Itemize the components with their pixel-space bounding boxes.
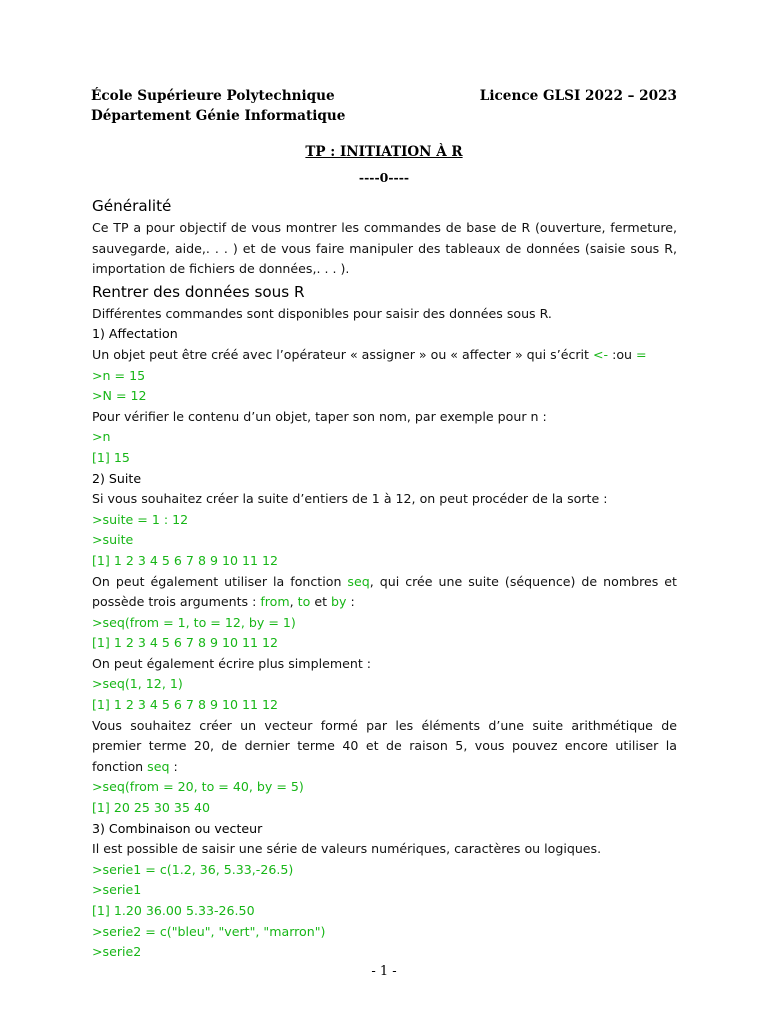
page-number: - 1 - xyxy=(371,964,397,979)
affectation-text xyxy=(92,345,677,366)
section-heading-generalite: Généralité xyxy=(92,197,172,215)
seq-simple-text: On peut également écrire plus simplement : xyxy=(92,655,371,671)
code-line: >serie2 xyxy=(92,944,142,960)
affectation-verify-text: Pour vérifier le contenu d’un objet, taper son nom, par exemple pour n : xyxy=(92,408,547,424)
arg-and: et xyxy=(310,594,332,610)
code-line: >seq(1, 12, 1) xyxy=(92,676,183,692)
arg-to: to xyxy=(297,594,311,610)
document-body xyxy=(92,194,677,963)
vector-explanation xyxy=(92,716,677,778)
code-line: >serie1 = c(1.2, 36, 5.33,-26.5) xyxy=(92,861,294,877)
document-title: TP : INITIATION À R xyxy=(305,144,463,160)
department-name: Département Génie Informatique xyxy=(91,108,346,124)
seq-text-2: , qui crée une suite (séquence) de nombres et possède trois arguments : xyxy=(92,573,677,610)
code-output: [1] 15 xyxy=(92,449,130,465)
suite-intro: Si vous souhaitez créer la suite d’entiers de 1 à 12, on peut procéder de la sorte : xyxy=(92,491,608,507)
arg-from: from xyxy=(260,594,290,610)
vector-colon: : xyxy=(169,758,178,774)
subheading-affectation: 1) Affectation xyxy=(92,326,178,342)
code-line: >suite = 1 : 12 xyxy=(92,511,189,527)
arg-separator: , xyxy=(289,594,298,610)
seq-text-1: On peut également utiliser la fonction xyxy=(92,573,348,589)
arg-by: by xyxy=(331,594,347,610)
code-output: [1] 1 2 3 4 5 6 7 8 9 10 11 12 xyxy=(92,697,279,713)
combinaison-intro: Il est possible de saisir une série de valeurs numériques, caractères ou logiques. xyxy=(92,841,602,857)
section-heading-rentrer: Rentrer des données sous R xyxy=(92,282,305,301)
code-line: >N = 12 xyxy=(92,388,147,404)
code-line: >seq(from = 20, to = 40, by = 5) xyxy=(92,779,304,795)
code-output: [1] 20 25 30 35 40 xyxy=(92,800,210,816)
assign-operator-arrow: <- xyxy=(593,346,609,362)
code-output: [1] 1 2 3 4 5 6 7 8 9 10 11 12 xyxy=(92,635,279,651)
code-output: [1] 1 2 3 4 5 6 7 8 9 10 11 12 xyxy=(92,552,279,568)
assign-operator-equals: = xyxy=(636,346,647,362)
code-output: [1] 1.20 36.00 5.33-26.50 xyxy=(92,903,255,918)
rentrer-intro: Différentes commandes sont disponibles pour saisir des données sous R. xyxy=(92,305,552,321)
code-line: >suite xyxy=(92,532,134,548)
license-label: Licence GLSI 2022 – 2023 xyxy=(479,88,677,104)
code-line: >serie1 xyxy=(92,882,142,898)
institution-header xyxy=(91,86,345,126)
seq-function-name: seq xyxy=(347,573,370,589)
school-name: École Supérieure Polytechnique xyxy=(91,88,335,104)
subheading-suite: 2) Suite xyxy=(92,470,142,486)
affectation-text-before: Un objet peut être créé avec l’opérateur « assigner » ou « affecter » qui s’écrit xyxy=(92,346,593,362)
generalite-paragraph: Ce TP a pour objectif de vous montrer les commandes de base de R (ouverture, fermeture, sauvegarde, aide,. . . ) et de vous faire manipuler des tableaux de données (saisie sous R, importation de fichiers de données,. . . ). xyxy=(92,220,677,277)
code-line: >seq(from = 1, to = 12, by = 1) xyxy=(92,614,296,630)
subheading-combinaison: 3) Combinaison ou vecteur xyxy=(92,820,263,836)
affectation-text-mid: :ou xyxy=(608,346,637,362)
code-line: >n = 15 xyxy=(92,367,146,383)
seq-explanation xyxy=(92,572,677,613)
code-line: >serie2 = c("bleu", "vert", "marron") xyxy=(92,923,326,939)
vector-function-name: seq xyxy=(147,758,170,774)
code-line: >n xyxy=(92,429,111,445)
arg-colon: : xyxy=(346,594,355,610)
vector-text: Vous souhaitez créer un vecteur formé par les éléments d’une suite arithmétique de premier terme 20, de dernier terme 40 et de raison 5, vous pouvez encore utiliser la fonction xyxy=(92,717,677,774)
title-separator: ----0---- xyxy=(358,170,410,185)
